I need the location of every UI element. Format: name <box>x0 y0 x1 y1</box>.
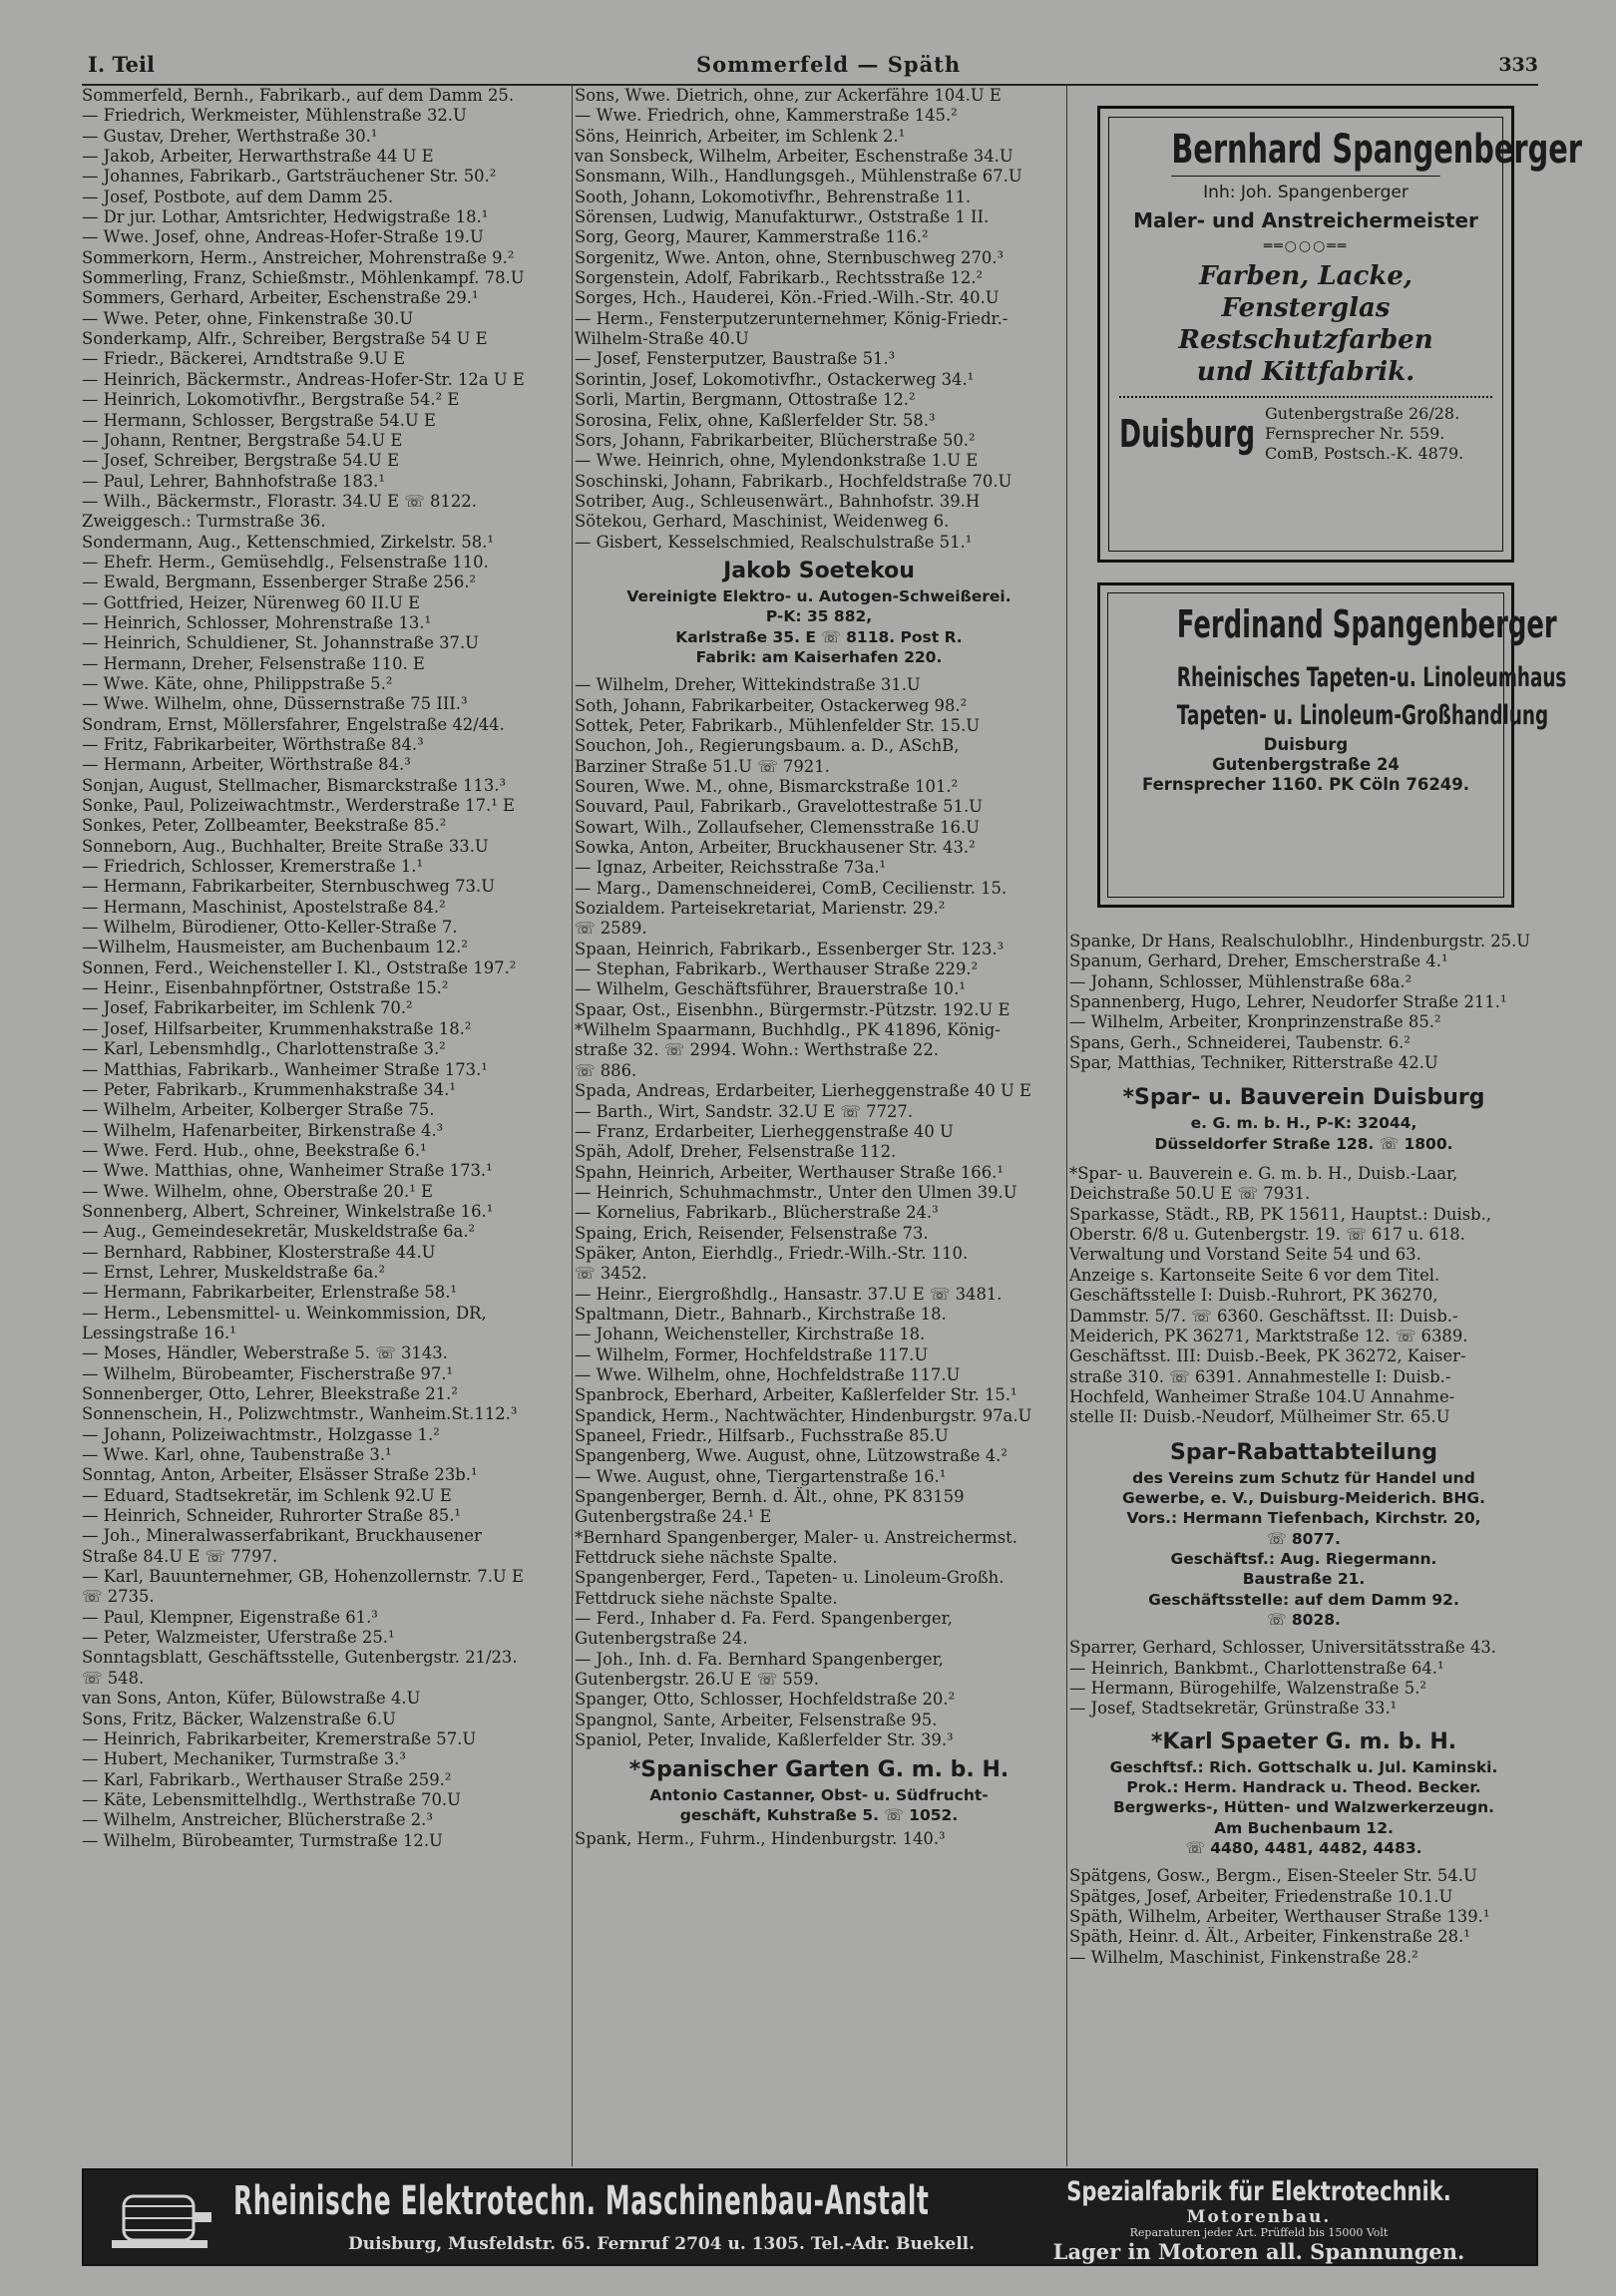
spar-rabatt-line-4: ☏ 8077. <box>1267 1529 1341 1548</box>
directory-entry: Verwaltung und Vorstand Seite 54 und 63. <box>1069 1245 1421 1265</box>
directory-entry: — Karl, Fabrikarb., Werthauser Straße 259.² <box>82 1769 452 1789</box>
directory-entry: Sommerling, Franz, Schießmstr., Möhlenkampf. 78.U <box>82 268 525 288</box>
directory-entry: — Heinrich, Schuhmachmstr., Unter den Ulmen 39.U <box>575 1182 1017 1202</box>
column-3-entries-a <box>1069 932 1538 1073</box>
directory-entry: Sorg, Georg, Maurer, Kammerstraße 116.² <box>575 227 929 247</box>
column-2-entries-a <box>575 86 1063 553</box>
directory-entry: Spandick, Herm., Nachtwächter, Hindenburgstr. 97a.U <box>575 1405 1032 1425</box>
directory-entry: — Josef, Fabrikarbeiter, im Schlenk 70.² <box>82 998 413 1018</box>
directory-entry: — Barth., Wirt, Sandstr. 32.U E ☏ 7727. <box>575 1101 914 1121</box>
directory-entry: Sonke, Paul, Polizeiwachtmstr., Werderstraße 17.¹ E <box>82 796 515 816</box>
directory-entry: Spahn, Heinrich, Arbeiter, Werthauser Straße 166.¹ <box>575 1162 1004 1182</box>
directory-entry: Spannenberg, Hugo, Lehrer, Neudorfer Straße 211.¹ <box>1069 992 1507 1012</box>
directory-entry: Sötekou, Gerhard, Maschinist, Weidenweg 6. <box>575 512 950 532</box>
directory-entry: Sommers, Gerhard, Arbeiter, Eschenstraße 29.¹ <box>82 288 479 308</box>
directory-entry: *Wilhelm Spaarmann, Buchhdlg., PK 41896, König- <box>575 1020 1001 1040</box>
ad-bernhard-address <box>1265 404 1463 464</box>
directory-entry: — Franz, Erdarbeiter, Lierheggenstraße 40 U <box>575 1121 954 1141</box>
ad-ferdinand-spangenberger <box>1097 582 1567 908</box>
ad-bernhard-frame <box>1108 117 1582 552</box>
column-3 <box>1069 932 1538 1968</box>
directory-entry: Spätgens, Gosw., Bergm., Eisen-Steeler Str. 54.U <box>1069 1866 1477 1886</box>
karl-spaeter-line-3: Bergwerks-, Hütten- und Walzwerkerzeugn. <box>1112 1798 1494 1817</box>
spar-bau-line-1: e. G. m. b. H., P-K: 32044, <box>1190 1114 1417 1133</box>
directory-entry: — Wwe. Friedrich, ohne, Kammerstraße 145.² <box>575 106 958 126</box>
directory-entry: — Wilhelm, Arbeiter, Kronprinzenstraße 85.² <box>1069 1012 1441 1032</box>
directory-entry: — Wwe. Wilhelm, ohne, Oberstraße 20.¹ E <box>82 1181 433 1201</box>
ad-ferdinand-phone: Fernsprecher 1160. PK Cöln 76249. <box>1141 775 1470 794</box>
karl-spaeter-line-2: Prok.: Herm. Handrack u. Theod. Becker. <box>1126 1778 1481 1797</box>
directory-entry: — Peter, Fabrikarb., Krummenhakstraße 34.¹ <box>82 1079 456 1099</box>
spanischer-line-2: geschäft, Kuhstraße 5. ☏ 1052. <box>679 1805 959 1824</box>
directory-entry: Sorli, Martin, Bergmann, Ottostraße 12.² <box>575 390 916 410</box>
directory-entry: — Wwe. Käte, ohne, Philippstraße 5.² <box>82 673 393 693</box>
spanischer-garten-block <box>575 1755 1063 1826</box>
directory-entry: — Wwe. August, ohne, Tiergartenstraße 16.¹ <box>575 1466 947 1486</box>
directory-entry: — Johann, Weichensteller, Kirchstraße 18. <box>575 1325 926 1344</box>
directory-entry: — Joh., Mineralwasserfabrikant, Bruckhausener <box>82 1526 482 1546</box>
electric-motor-icon <box>102 2184 221 2254</box>
directory-entry: — Heinr., Eiergroßhdlg., Hansastr. 37.U E ☏ 3481. <box>575 1284 1003 1304</box>
directory-entry: — Heinrich, Lokomotivfhr., Bergstraße 54.² E <box>82 390 460 410</box>
directory-entry: Sonntag, Anton, Arbeiter, Elsässer Straße 23b.¹ <box>82 1465 478 1485</box>
directory-entry: — Wilhelm, Dreher, Wittekindstraße 31.U <box>575 675 921 695</box>
directory-entry: — Wilhelm, Bürobeamter, Fischerstraße 97.¹ <box>82 1363 454 1383</box>
footer-right-block <box>1000 2176 1518 2264</box>
directory-entry: Sommerfeld, Bernh., Fabrikarb., auf dem Damm 25. <box>82 86 515 105</box>
directory-entry: Sotriber, Aug., Schleusenwärt., Bahnhofstr. 39.H <box>575 491 981 511</box>
footer-advert <box>82 2168 1538 2266</box>
spar-rabatt-line-6: Baustraße 21. <box>1242 1570 1366 1589</box>
directory-entry: Geschäftsst. III: Duisb.-Beek, PK 36272, Kaiser- <box>1069 1346 1466 1366</box>
directory-entry: *Bernhard Spangenberger, Maler- u. Anstreichermst. <box>575 1527 1017 1547</box>
directory-entry: — Josef, Fensterputzer, Baustraße 51.³ <box>575 349 896 369</box>
directory-entry: straße 310. ☏ 6391. Annahmestelle I: Duisb.- <box>1069 1366 1451 1386</box>
directory-entry: — Hermann, Arbeiter, Wörthstraße 84.³ <box>82 755 411 775</box>
directory-entry: Sorges, Hch., Hauderei, Kön.-Fried.-Wilh.-Str. 40.U <box>575 288 1000 308</box>
directory-entry: Späth, Heinr. d. Ält., Arbeiter, Finkenstraße 28.¹ <box>1069 1927 1470 1947</box>
directory-entry: — Hubert, Mechaniker, Turmstraße 3.³ <box>82 1749 406 1769</box>
directory-entry: Sons, Wwe. Dietrich, ohne, zur Ackerfähre 104.U E <box>575 86 1002 105</box>
spar-bauverein-block <box>1069 1083 1538 1154</box>
ad-ferdinand-frame <box>1107 592 1567 898</box>
directory-entry: — Ignaz, Arbeiter, Reichsstraße 73a.¹ <box>575 858 887 878</box>
footer-specialty: Spezialfabrik für Elektrotechnik. <box>1066 2176 1451 2207</box>
directory-entry: — Josef, Stadtsekretär, Grünstraße 33.¹ <box>1069 1699 1398 1719</box>
directory-entry: — Aug., Gemeindesekretär, Muskeldstraße 6a.² <box>82 1222 476 1242</box>
directory-entry: Sooth, Johann, Lokomotivfhr., Behrenstraße 11. <box>575 187 972 206</box>
directory-entry: —Wilhelm, Hausmeister, am Buchenbaum 12.² <box>82 938 468 957</box>
directory-entry: — Joh., Inh. d. Fa. Bernhard Spangenberger, <box>575 1649 944 1669</box>
directory-entry: Oberstr. 6/8 u. Gutenbergstr. 19. ☏ 617 u. 618. <box>1069 1225 1465 1245</box>
directory-entry: Spanke, Dr Hans, Realschuloblhr., Hindenburgstr. 25.U <box>1069 932 1531 951</box>
spar-rabatt-line-8: ☏ 8028. <box>1267 1610 1341 1629</box>
directory-entry: Spanum, Gerhard, Dreher, Emscherstraße 4.¹ <box>1069 952 1448 971</box>
directory-entry: Sonsmann, Wilh., Handlungsgeh., Mühlenstraße 67.U <box>575 167 1022 187</box>
directory-entry: Spanbrock, Eberhard, Arbeiter, Kaßlerfelder Str. 15.¹ <box>575 1385 1017 1405</box>
directory-entry: — Bernhard, Rabbiner, Klosterstraße 44.U <box>82 1242 436 1262</box>
directory-entry: — Wilhelm, Maschinist, Finkenstraße 28.² <box>1069 1947 1418 1967</box>
directory-entry: — Marg., Damenschneiderei, ComB, Cecilienstr. 15. <box>575 878 1008 898</box>
spar-rabatt-line-3: Vors.: Hermann Tiefenbach, Kirchstr. 20, <box>1126 1509 1481 1528</box>
directory-entry: — Dr jur. Lothar, Amtsrichter, Hedwigstraße 18.¹ <box>82 207 489 227</box>
directory-entry: Souchon, Joh., Regierungsbaum. a. D., ASchB, <box>575 736 960 756</box>
directory-entry: — Josef, Schreiber, Bergstraße 54.U E <box>82 451 400 471</box>
karl-spaeter-block <box>1069 1727 1538 1859</box>
directory-entry: Anzeige s. Kartonseite Seite 6 vor dem Titel. <box>1069 1265 1440 1285</box>
jakob-soetekou-block <box>575 557 1063 667</box>
ad-ferdinand-name: Ferdinand Spangenberger <box>1176 602 1557 646</box>
directory-entry: — Wilh., Bäckermstr., Florastr. 34.U E ☏ 8122. <box>82 491 477 511</box>
spar-rabatt-block <box>1069 1438 1538 1631</box>
directory-entry: Sorgenstein, Adolf, Fabrikarb., Rechtsstraße 12.² <box>575 268 984 288</box>
ad-bernhard-addr-1: Gutenbergstraße 26/28. <box>1265 404 1460 423</box>
ad-bernhard-slogan-2: Restschutzfarben <box>1178 325 1433 355</box>
directory-entry: — Heinrich, Bäckermstr., Andreas-Hofer-Str. 12a U E <box>82 369 525 389</box>
directory-entry: Sondram, Ernst, Möllersfahrer, Engelstraße 42/44. <box>82 714 505 734</box>
directory-entry: van Sons, Anton, Küfer, Bülowstraße 4.U <box>82 1689 421 1709</box>
directory-entry: — Peter, Walzmeister, Uferstraße 25.¹ <box>82 1628 395 1648</box>
directory-entry: — Paul, Klempner, Eigenstraße 61.³ <box>82 1607 378 1627</box>
directory-entry: — Hermann, Schlosser, Bergstraße 54.U E <box>82 410 436 430</box>
directory-entry: — Wwe. Wilhelm, ohne, Düssernstraße 75 III.³ <box>82 694 468 714</box>
ad-ferdinand-line-1: Rheinisches Tapeten-u. Linoleumhaus <box>1176 662 1567 693</box>
directory-entry: Wilhelm-Straße 40.U <box>575 329 749 349</box>
directory-entry: Soschinski, Johann, Fabrikarb., Hochfeldstraße 70.U <box>575 471 1012 491</box>
directory-entry: Lessingstraße 16.¹ <box>82 1323 236 1342</box>
directory-entry: — Josef, Hilfsarbeiter, Krummenhakstraße 18.² <box>82 1018 472 1038</box>
directory-entry: Sonnenberg, Albert, Schreiner, Winkelstraße 16.¹ <box>82 1201 494 1221</box>
directory-entry: Söns, Heinrich, Arbeiter, im Schlenk 2.¹ <box>575 126 906 146</box>
ad-bernhard-separator <box>1119 396 1492 398</box>
directory-entry: — Johannes, Fabrikarb., Gartsträuchener Str. 50.² <box>82 167 497 187</box>
directory-entry: stelle II: Duisb.-Neudorf, Mülheimer Str. 65.U <box>1069 1407 1450 1427</box>
directory-entry: — Wwe. Peter, ohne, Finkenstraße 30.U <box>82 308 414 328</box>
directory-entry: — Gottfried, Heizer, Nürenweg 60 II.U E <box>82 592 421 612</box>
directory-entry: Sons, Fritz, Bäcker, Walzenstraße 6.U <box>82 1709 396 1728</box>
directory-entry: — Hermann, Fabrikarbeiter, Sternbuschweg 73.U <box>82 877 496 897</box>
directory-entry: Straße 84.U E ☏ 7797. <box>82 1546 278 1566</box>
jakob-line-1: Vereinigte Elektro- u. Autogen-Schweißerei. <box>626 586 1011 605</box>
directory-entry: Sorgenitz, Wwe. Anton, ohne, Sternbuschweg 270.³ <box>575 247 1005 267</box>
directory-entry: Gutenbergstr. 26.U E ☏ 559. <box>575 1670 819 1690</box>
directory-entry: — Wilhelm, Hafenarbeiter, Birkenstraße 4.³ <box>82 1120 444 1140</box>
ad-bernhard-slogan-1: Farben, Lacke, Fensterglas <box>1199 261 1413 323</box>
directory-entry: — Josef, Postbote, auf dem Damm 25. <box>82 187 394 206</box>
column-2-entries-b <box>575 675 1063 1750</box>
directory-entry: — Ehefr. Herm., Gemüsehdlg., Felsenstraße 110. <box>82 552 489 572</box>
directory-entry: van Sonsbeck, Wilhelm, Arbeiter, Eschenstraße 34.U <box>575 147 1013 167</box>
directory-entry: — Friedrich, Werkmeister, Mühlenstraße 32.U <box>82 106 467 126</box>
directory-entry: ☏ 548. <box>82 1668 145 1688</box>
directory-entry: Spank, Herm., Fuhrm., Hindenburgstr. 140.³ <box>575 1829 946 1849</box>
karl-spaeter-line-5: ☏ 4480, 4481, 4482, 4483. <box>1185 1839 1422 1858</box>
directory-entry: Spans, Gerh., Schneiderei, Taubenstr. 6.² <box>1069 1032 1411 1052</box>
spar-rabatt-line-1: des Vereins zum Schutz für Handel und <box>1132 1468 1475 1487</box>
directory-entry: Spaan, Heinrich, Fabrikarb., Essenberger Str. 123.³ <box>575 939 1005 958</box>
directory-entry: Gutenbergstraße 24.¹ E <box>575 1507 772 1527</box>
ad-ferdinand-street: Gutenbergstraße 24 <box>1212 755 1400 774</box>
footer-address: Duisburg, Musfeldstr. 65. Fernruf 2704 u. 1305. Tel.-Adr. Buekell. <box>348 2234 976 2254</box>
karl-spaeter-line-1: Geschftsf.: Rich. Gottschalk u. Jul. Kaminski. <box>1109 1757 1498 1776</box>
directory-entry: Spada, Andreas, Erdarbeiter, Lierheggenstraße 40 U E <box>575 1081 1031 1101</box>
directory-entry: Spaniol, Peter, Invalide, Kaßlerfelder Str. 39.³ <box>575 1730 954 1750</box>
directory-entry: Spaing, Erich, Reisender, Felsenstraße 73. <box>575 1223 929 1243</box>
directory-entry: — Wwe. Heinrich, ohne, Mylendonkstraße 1.U E <box>575 451 979 471</box>
directory-entry: Spaar, Ost., Eisenbhn., Bürgermstr.-Pützstr. 192.U E <box>575 999 1010 1019</box>
directory-entry: Spangenberg, Wwe. August, ohne, Lützowstraße 4.² <box>575 1446 1008 1466</box>
directory-entry: — Johann, Polizeiwachtmstr., Holzgasse 1.² <box>82 1424 440 1444</box>
directory-entry: — Hermann, Bürogehilfe, Walzenstraße 5.² <box>1069 1679 1427 1698</box>
directory-entry: Sonderkamp, Alfr., Schreiber, Bergstraße 54 U E <box>82 329 488 349</box>
directory-entry: ☏ 2735. <box>82 1587 155 1607</box>
directory-entry: Späth, Wilhelm, Arbeiter, Werthauser Straße 139.¹ <box>1069 1907 1490 1927</box>
directory-entry: Meiderich, PK 36271, Marktstraße 12. ☏ 6389. <box>1069 1326 1468 1345</box>
footer-company-name: Rheinische Elektrotechn. Maschinenbau-Anstalt <box>233 2178 930 2224</box>
directory-entry: — Jakob, Arbeiter, Herwarthstraße 44 U E <box>82 147 434 167</box>
ad-ferdinand-line-2: Tapeten- u. Linoleum-Großhandlung <box>1176 700 1549 731</box>
karl-spaeter-name: *Karl Spaeter G. m. b. H. <box>1150 1728 1457 1754</box>
directory-entry: — Karl, Lebensmhdlg., Charlottenstraße 3.² <box>82 1039 446 1059</box>
directory-entry: ☏ 2589. <box>575 919 647 939</box>
directory-entry: Soth, Johann, Fabrikarbeiter, Ostackerweg 98.² <box>575 695 968 715</box>
directory-entry: — Wwe. Karl, ohne, Taubenstraße 3.¹ <box>82 1445 392 1465</box>
ad-bernhard-spangenberger <box>1097 106 1582 563</box>
directory-entry: straße 32. ☏ 2994. Wohn.: Werthstraße 22. <box>575 1040 939 1060</box>
directory-entry: Sottek, Peter, Fabrikarb., Mühlenfelder Str. 15.U <box>575 715 981 735</box>
directory-entry: — Friedrich, Schlosser, Kremerstraße 1.¹ <box>82 857 424 877</box>
directory-entry: — Wwe. Matthias, ohne, Wanheimer Straße 173.¹ <box>82 1161 493 1181</box>
directory-entry: ☏ 3452. <box>575 1264 647 1284</box>
directory-entry: — Käte, Lebensmittelhdlg., Werthstraße 70.U <box>82 1789 461 1809</box>
directory-entry: Spangenberger, Ferd., Tapeten- u. Linoleum-Großh. <box>575 1568 1005 1588</box>
spar-rabatt-name: Spar-Rabattabteilung <box>1169 1439 1438 1465</box>
directory-entry: Fettdruck siehe nächste Spalte. <box>575 1588 838 1608</box>
jakob-line-2: P-K: 35 882, <box>765 607 873 626</box>
directory-entry: Sondermann, Aug., Kettenschmied, Zirkelstr. 58.¹ <box>82 532 494 552</box>
directory-entry: Sors, Johann, Fabrikarbeiter, Blücherstraße 50.² <box>575 430 976 450</box>
directory-entry: Sorintin, Josef, Lokomotivfhr., Ostackerweg 34.¹ <box>575 369 975 389</box>
ad-bernhard-addr-3: ComB, Postsch.-K. 4879. <box>1265 444 1464 463</box>
directory-entry: — Wilhelm, Former, Hochfeldstraße 117.U <box>575 1344 929 1364</box>
directory-entry: Souren, Wwe. M., ohne, Bismarckstraße 101.² <box>575 777 959 796</box>
directory-entry: — Hermann, Maschinist, Apostelstraße 84.² <box>82 897 446 917</box>
directory-entry: — Gustav, Dreher, Werthstraße 30.¹ <box>82 126 378 146</box>
directory-entry: Spangnol, Sante, Arbeiter, Felsenstraße 95. <box>575 1710 938 1729</box>
spar-bauverein-name: *Spar- u. Bauverein Duisburg <box>1122 1085 1485 1111</box>
directory-entry: Deichstraße 50.U E ☏ 7931. <box>1069 1184 1311 1204</box>
directory-entry: Sonnen, Ferd., Weichensteller I. Kl., Oststraße 197.² <box>82 957 517 977</box>
spar-rabatt-line-5: Geschäftsf.: Aug. Riegermann. <box>1170 1549 1437 1568</box>
directory-entry: Sonkes, Peter, Zollbeamter, Beekstraße 85.² <box>82 816 447 836</box>
directory-entry: Dammstr. 5/7. ☏ 6360. Geschäftsst. II: Duisb.- <box>1069 1306 1458 1326</box>
column-1 <box>82 86 569 1851</box>
directory-entry: Sparkasse, Städt., RB, PK 15611, Hauptst.: Duisb., <box>1069 1204 1492 1224</box>
directory-entry: Spangenberger, Bernh. d. Ält., ohne, PK 83159 <box>575 1487 965 1507</box>
ad-bernhard-trade: Maler- und Anstreichermeister <box>1133 208 1478 232</box>
directory-entry: — Ewald, Bergmann, Essenberger Straße 256.² <box>82 573 477 592</box>
column-divider-1 <box>572 84 573 2166</box>
footer-stock: Lager in Motoren all. Spannungen. <box>1052 2239 1465 2264</box>
ad-ferdinand-city: Duisburg <box>1263 735 1349 754</box>
column-3-entries-c <box>1069 1638 1538 1719</box>
directory-entry: — Ferd., Inhaber d. Fa. Ferd. Spangenberger, <box>575 1609 953 1629</box>
ad-bernhard-addr-2: Fernsprecher Nr. 559. <box>1265 424 1445 443</box>
directory-entry: Spätges, Josef, Arbeiter, Friedenstraße 10.1.U <box>1069 1886 1453 1906</box>
directory-entry: — Wilhelm, Bürobeamter, Turmstraße 12.U <box>82 1830 443 1850</box>
directory-entry: — Moses, Händler, Weberstraße 5. ☏ 3143. <box>82 1343 448 1363</box>
directory-entry: Sparrer, Gerhard, Schlosser, Universitätsstraße 43. <box>1069 1638 1497 1658</box>
directory-entry: — Paul, Lehrer, Bahnhofstraße 183.¹ <box>82 471 385 491</box>
directory-entry: — Wilhelm, Geschäftsführer, Brauerstraße 10.¹ <box>575 979 966 999</box>
page-title: Sommerfeld — Späth <box>696 52 962 77</box>
page-header <box>88 50 1538 84</box>
ad-bernhard-name: Bernhard Spangenberger <box>1171 124 1439 177</box>
directory-entry: Sonnenberger, Otto, Lehrer, Bleekstraße 21.² <box>82 1384 458 1403</box>
directory-entry: — Johann, Schlosser, Mühlenstraße 68a.² <box>1069 971 1413 991</box>
directory-entry: — Heinrich, Fabrikarbeiter, Kremerstraße 57.U <box>82 1728 477 1748</box>
footer-motorenbau: Motorenbau. <box>1186 2207 1332 2227</box>
column-2 <box>575 86 1063 1850</box>
spar-bau-line-2: Düsseldorfer Straße 128. ☏ 1800. <box>1154 1134 1453 1153</box>
directory-entry: Spaltmann, Dietr., Bahnarb., Kirchstraße 18. <box>575 1304 947 1324</box>
directory-entry: — Heinr., Eisenbahnpförtner, Oststraße 15.² <box>82 978 449 998</box>
directory-entry: Sonnenschein, H., Polizwchtmstr., Wanheim.St.112.³ <box>82 1404 518 1424</box>
directory-entry: — Friedr., Bäckerei, Arndtstraße 9.U E <box>82 349 406 369</box>
directory-entry: — Wilhelm, Bürodiener, Otto-Keller-Straße 7. <box>82 918 458 938</box>
directory-entry: — Herm., Lebensmittel- u. Weinkommission, DR, <box>82 1303 487 1323</box>
jakob-line-3: Karlstraße 35. E ☏ 8118. Post R. <box>675 627 963 646</box>
directory-entry: Sorosina, Felix, ohne, Kaßlerfelder Str. 58.³ <box>575 410 936 430</box>
directory-entry: — Johann, Rentner, Bergstraße 54.U E <box>82 430 403 450</box>
ad-bernhard-ornament: ══○○○══ <box>1263 238 1349 254</box>
directory-entry: — Karl, Bauunternehmer, GB, Hohenzollernstr. 7.U E <box>82 1567 524 1587</box>
directory-entry: Fettdruck siehe nächste Spalte. <box>575 1548 838 1568</box>
footer-repairs: Reparaturen jeder Art. Prüffeld bis 15000 Volt <box>1129 2226 1389 2239</box>
directory-entry: Spanger, Otto, Schlosser, Hochfeldstraße 20.² <box>575 1690 956 1710</box>
ad-bernhard-city: Duisburg <box>1119 412 1256 456</box>
directory-entry: — Heinrich, Schneider, Ruhrorter Straße 85.¹ <box>82 1506 461 1526</box>
column-3-entries-b <box>1069 1164 1538 1427</box>
karl-spaeter-line-4: Am Buchenbaum 12. <box>1214 1818 1394 1837</box>
column-1-entries <box>82 86 569 1851</box>
directory-entry: — Stephan, Fabrikarb., Werthauser Straße 229.² <box>575 959 979 979</box>
ad-bernhard-footer <box>1119 404 1492 464</box>
column-3-entries-d <box>1069 1866 1538 1968</box>
directory-entry: — Herm., Fensterputzerunternehmer, König-Friedr.- <box>575 308 1009 328</box>
directory-entry: Sonjan, August, Stellmacher, Bismarckstraße 113.³ <box>82 775 507 795</box>
directory-entry: — Heinrich, Schuldiener, St. Johannstraße 37.U <box>82 633 479 653</box>
spar-rabatt-line-7: Geschäftsstelle: auf dem Damm 92. <box>1148 1590 1459 1609</box>
spanischer-line-1: Antonio Castanner, Obst- u. Südfrucht- <box>649 1785 989 1804</box>
column-divider-2 <box>1066 84 1067 2166</box>
directory-entry: — Gisbert, Kesselschmied, Realschulstraße 51.¹ <box>575 532 973 552</box>
column-2-entries-c <box>575 1829 1063 1849</box>
directory-entry: — Eduard, Stadtsekretär, im Schlenk 92.U E <box>82 1485 452 1505</box>
directory-entry: Souvard, Paul, Fabrikarb., Gravelottestraße 51.U <box>575 797 983 817</box>
directory-entry: — Kornelius, Fabrikarb., Blücherstraße 24.³ <box>575 1203 939 1223</box>
directory-entry: — Matthias, Fabrikarb., Wanheimer Straße 173.¹ <box>82 1059 488 1079</box>
directory-entry: Sonneborn, Aug., Buchhalter, Breite Straße 33.U <box>82 836 489 856</box>
jakob-line-4: Fabrik: am Kaiserhafen 220. <box>695 647 943 666</box>
directory-entry: Sommerkorn, Herm., Anstreicher, Mohrenstraße 9.² <box>82 247 515 267</box>
directory-entry: Hochfeld, Wanheimer Straße 104.U Annahme- <box>1069 1386 1455 1406</box>
directory-entry: Sörensen, Ludwig, Manufakturwr., Oststraße 1 II. <box>575 207 990 227</box>
spanischer-garten-name: *Spanischer Garten G. m. b. H. <box>628 1756 1010 1782</box>
directory-entry: *Spar- u. Bauverein e. G. m. b. H., Duisb.-Laar, <box>1069 1164 1458 1184</box>
directory-entry: Späker, Anton, Eierhdlg., Friedr.-Wilh.-Str. 110. <box>575 1243 969 1263</box>
directory-entry: Spaneel, Friedr., Hilfsarb., Fuchsstraße 85.U <box>575 1426 949 1445</box>
directory-entry: Sonntagsblatt, Geschäftsstelle, Gutenbergstr. 21/23. <box>82 1648 518 1668</box>
directory-entry: ☏ 886. <box>575 1060 637 1080</box>
directory-entry: — Wilhelm, Arbeiter, Kolberger Straße 75. <box>82 1100 435 1120</box>
ad-bernhard-slogan-3: und Kittfabrik. <box>1196 357 1415 387</box>
directory-entry: Spar, Matthias, Techniker, Ritterstraße 42.U <box>1069 1053 1438 1073</box>
page-number: 333 <box>1498 54 1538 76</box>
directory-entry: Zweiggesch.: Turmstraße 36. <box>82 512 326 532</box>
jakob-soetekou-name: Jakob Soetekou <box>723 558 915 583</box>
directory-entry: Späh, Adolf, Dreher, Felsenstraße 112. <box>575 1142 897 1162</box>
directory-entry: — Wwe. Ferd. Hub., ohne, Beekstraße 6.¹ <box>82 1140 427 1160</box>
directory-entry: — Wwe. Josef, ohne, Andreas-Hofer-Straße 19.U <box>82 227 484 247</box>
directory-entry: — Fritz, Fabrikarbeiter, Wörthstraße 84.³ <box>82 735 424 754</box>
spar-rabatt-line-2: Gewerbe, e. V., Duisburg-Meiderich. BHG. <box>1121 1488 1486 1507</box>
ad-bernhard-owner: Inh: Joh. Spangenberger <box>1203 183 1409 202</box>
directory-entry: Geschäftsstelle I: Duisb.-Ruhrort, PK 36270, <box>1069 1286 1438 1306</box>
directory-entry: — Wwe. Wilhelm, ohne, Hochfeldstraße 117.U <box>575 1364 961 1384</box>
directory-entry: Barziner Straße 51.U ☏ 7921. <box>575 756 830 776</box>
directory-entry: — Heinrich, Bankbmt., Charlottenstraße 64.¹ <box>1069 1658 1444 1678</box>
directory-entry: — Wilhelm, Anstreicher, Blücherstraße 2.³ <box>82 1810 433 1830</box>
directory-entry: — Hermann, Fabrikarbeiter, Erlenstraße 58.¹ <box>82 1283 457 1303</box>
directory-entry: — Hermann, Dreher, Felsenstraße 110. E <box>82 653 425 673</box>
directory-entry: Sowka, Anton, Arbeiter, Bruckhausener Str. 43.² <box>575 838 976 858</box>
section-label: I. Teil <box>88 52 155 77</box>
directory-entry: Gutenbergstraße 24. <box>575 1629 748 1649</box>
directory-entry: Sowart, Wilh., Zollaufseher, Clemensstraße 16.U <box>575 817 980 837</box>
directory-entry: — Ernst, Lehrer, Muskeldstraße 6a.² <box>82 1262 386 1282</box>
directory-entry: — Heinrich, Schlosser, Mohrenstraße 13.¹ <box>82 612 432 632</box>
directory-entry: Sozialdem. Parteisekretariat, Marienstr. 29.² <box>575 899 946 919</box>
